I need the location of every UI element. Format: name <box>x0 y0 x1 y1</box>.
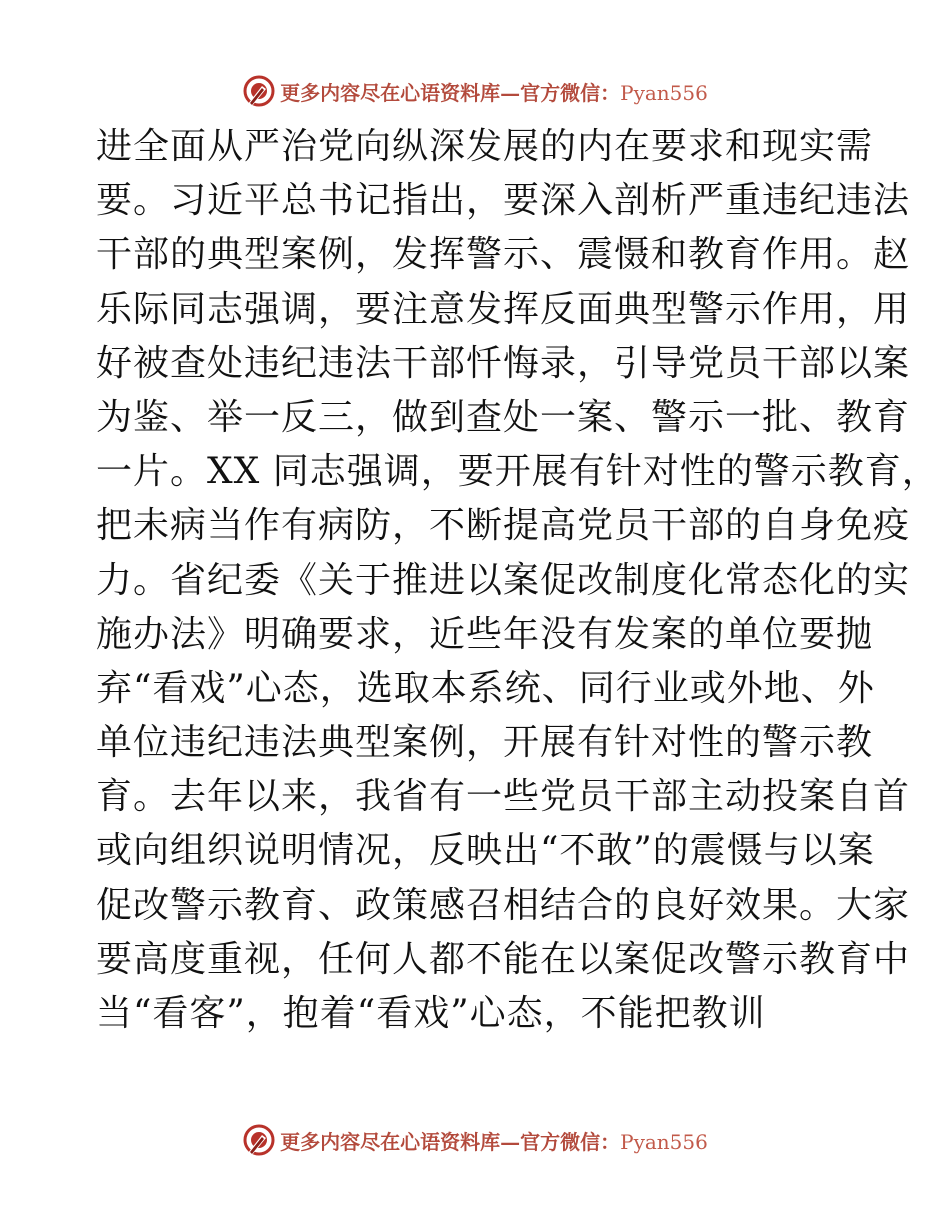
text-line: 进全面从严治党向纵深发展的内在要求和现实需 <box>96 126 874 167</box>
text-line: 或向组织说明情况，反映出“不敢”的震慑与以案 <box>96 830 875 872</box>
footer-banner <box>0 1120 950 1160</box>
text-line: 育。去年以来，我省有一些党员干部主动投案自首 <box>96 776 911 818</box>
text-line: 乐际同志强调，要注意发挥反面典型警示作用，用 <box>96 288 911 330</box>
banner-wechat-id: Pyan556 <box>620 80 708 105</box>
text-line: 好被查处违纪违法干部忏悔录，引导党员干部以案 <box>96 342 911 384</box>
text-line: 单位违纪违法典型案例，开展有针对性的警示教 <box>96 722 874 764</box>
header-banner <box>0 71 950 111</box>
text-line: 力。省纪委《关于推进以案促改制度化常态化的实 <box>96 559 911 601</box>
banner-text: 更多内容尽在心语资料库—官方微信： <box>280 80 621 105</box>
text-line: 促改警示教育、政策感召相结合的良好效果。大家 <box>96 884 911 926</box>
text-line: 当“看客”，抱着“看戏”心态，不能把教训 <box>96 993 766 1034</box>
banner-wechat-id: Pyan556 <box>620 1129 708 1154</box>
pen-logo-icon <box>242 1123 276 1157</box>
text-line: 弃“看戏”心态，选取本系统、同行业或外地、外 <box>96 667 875 709</box>
text-line: 施办法》明确要求，近些年没有发案的单位要抛 <box>96 613 874 655</box>
text-line: 把未病当作有病防，不断提高党员干部的自身免疫 <box>96 505 911 547</box>
pen-logo-icon <box>242 74 276 108</box>
banner-text: 更多内容尽在心语资料库—官方微信： <box>280 1129 621 1154</box>
text-line: 一片。XX 同志强调，要开展有针对性的警示教育， <box>96 451 939 493</box>
text-line: 干部的典型案例，发挥警示、震慑和教育作用。赵 <box>96 234 911 276</box>
document-body <box>96 120 939 1041</box>
text-line: 要高度重视，任何人都不能在以案促改警示教育中 <box>96 938 911 980</box>
text-line: 要。习近平总书记指出，要深入剖析严重违纪违法 <box>96 180 911 222</box>
text-line: 为鉴、举一反三，做到查处一案、警示一批、教育 <box>96 396 911 438</box>
